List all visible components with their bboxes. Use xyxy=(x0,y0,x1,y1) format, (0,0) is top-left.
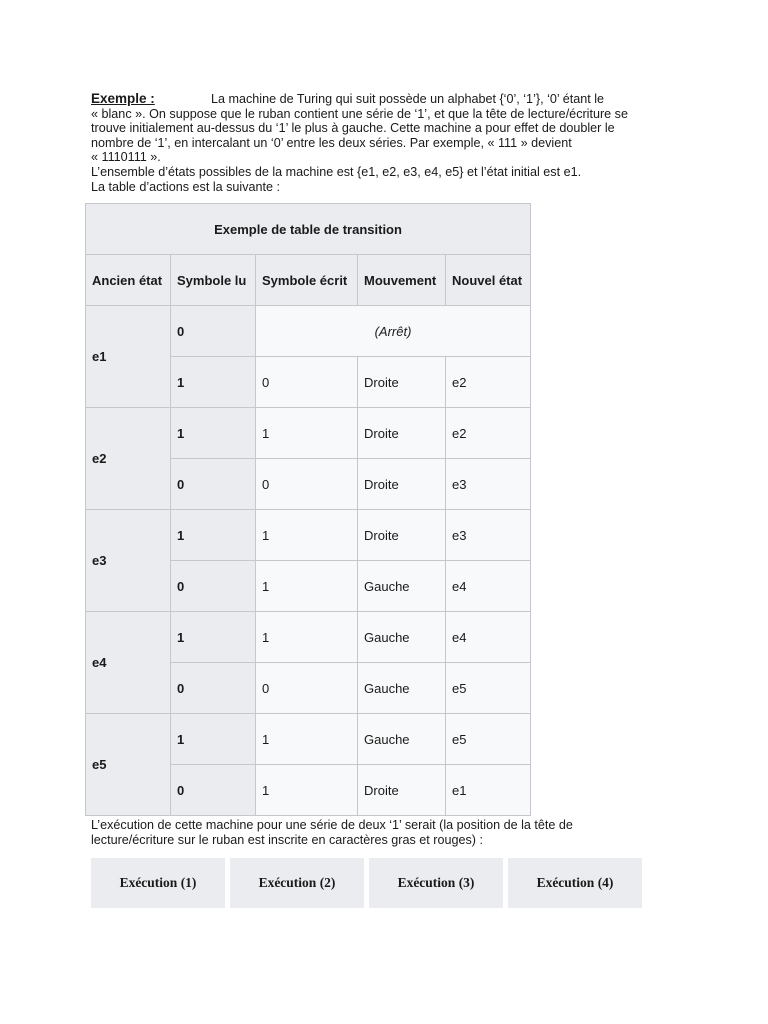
symbol-written-cell: 1 xyxy=(256,765,358,816)
movement-cell: Droite xyxy=(358,357,446,408)
header-symbol-written: Symbole écrit xyxy=(256,255,358,306)
symbol-read-cell: 0 xyxy=(171,765,256,816)
symbol-written-cell: 1 xyxy=(256,510,358,561)
symbol-written-cell: 1 xyxy=(256,612,358,663)
symbol-written-cell: 1 xyxy=(256,714,358,765)
symbol-read-cell: 1 xyxy=(171,510,256,561)
new-state-cell: e3 xyxy=(446,510,531,561)
header-old-state: Ancien état xyxy=(86,255,171,306)
transition-table xyxy=(85,203,531,816)
movement-cell: Gauche xyxy=(358,612,446,663)
intro-text-1: La machine de Turing qui suit possède un alphabet {‘0’, ‘1’}, ‘0’ étant le xyxy=(211,92,605,106)
symbol-written-cell: 0 xyxy=(256,357,358,408)
intro-line-7: La table d’actions est la suivante : xyxy=(91,179,281,194)
symbol-read-cell: 0 xyxy=(171,459,256,510)
halt-cell: (Arrêt) xyxy=(256,306,531,357)
state-cell: e1 xyxy=(86,306,171,408)
execution-step-2: Exécution (2) xyxy=(230,858,364,908)
symbol-read-cell: 1 xyxy=(171,714,256,765)
execution-intro xyxy=(91,818,681,848)
new-state-cell: e4 xyxy=(446,612,531,663)
movement-cell: Droite xyxy=(358,408,446,459)
table-row xyxy=(86,510,531,561)
symbol-read-cell: 0 xyxy=(171,306,256,357)
movement-cell: Droite xyxy=(358,765,446,816)
state-cell: e4 xyxy=(86,612,171,714)
execution-step-1: Exécution (1) xyxy=(91,858,225,908)
movement-cell: Gauche xyxy=(358,714,446,765)
table-row xyxy=(86,612,531,663)
movement-cell: Gauche xyxy=(358,561,446,612)
symbol-written-cell: 1 xyxy=(256,561,358,612)
execution-steps-row xyxy=(91,858,642,908)
new-state-cell: e3 xyxy=(446,459,531,510)
table-row xyxy=(86,714,531,765)
intro-line-4: nombre de ‘1’, en intercalant un ‘0’ entre les deux séries. Par exemple, « 111 » devient xyxy=(91,135,572,150)
new-state-cell: e2 xyxy=(446,357,531,408)
intro-line-5: « 1110111 ». xyxy=(91,150,161,165)
new-state-cell: e1 xyxy=(446,765,531,816)
symbol-written-cell: 0 xyxy=(256,663,358,714)
symbol-read-cell: 1 xyxy=(171,408,256,459)
state-cell: e2 xyxy=(86,408,171,510)
table-row xyxy=(86,408,531,459)
header-movement: Mouvement xyxy=(358,255,446,306)
header-new-state: Nouvel état xyxy=(446,255,531,306)
state-cell: e5 xyxy=(86,714,171,816)
symbol-written-cell: 0 xyxy=(256,459,358,510)
new-state-cell: e5 xyxy=(446,714,531,765)
intro-line-1 xyxy=(91,92,681,107)
execution-intro-line-1: L’exécution de cette machine pour une série de deux ‘1’ serait (la position de la tête de xyxy=(91,818,573,832)
header-symbol-read: Symbole lu xyxy=(171,255,256,306)
intro-line-2: « blanc ». On suppose que le ruban contient une série de ‘1’, et que la tête de lecture/écriture se xyxy=(91,106,628,121)
example-heading: Exemple : xyxy=(91,91,155,106)
movement-cell: Droite xyxy=(358,510,446,561)
new-state-cell: e5 xyxy=(446,663,531,714)
intro-line-3: trouve initialement au-dessus du ‘1’ le plus à gauche. Cette machine a pour effet de doubler le xyxy=(91,121,615,136)
symbol-read-cell: 0 xyxy=(171,561,256,612)
table-row xyxy=(86,306,531,357)
execution-step-3: Exécution (3) xyxy=(369,858,503,908)
execution-intro-line-2: lecture/écriture sur le ruban est inscrite en caractères gras et rouges) : xyxy=(91,833,483,847)
symbol-read-cell: 0 xyxy=(171,663,256,714)
intro-line-6: L’ensemble d’états possibles de la machine est {e1, e2, e3, e4, e5} et l’état initial est e1. xyxy=(91,164,582,179)
symbol-read-cell: 1 xyxy=(171,357,256,408)
state-cell: e3 xyxy=(86,510,171,612)
execution-step-4: Exécution (4) xyxy=(508,858,642,908)
new-state-cell: e2 xyxy=(446,408,531,459)
new-state-cell: e4 xyxy=(446,561,531,612)
movement-cell: Droite xyxy=(358,459,446,510)
intro-paragraph xyxy=(91,92,681,194)
symbol-written-cell: 1 xyxy=(256,408,358,459)
symbol-read-cell: 1 xyxy=(171,612,256,663)
movement-cell: Gauche xyxy=(358,663,446,714)
table-caption: Exemple de table de transition xyxy=(86,204,531,255)
